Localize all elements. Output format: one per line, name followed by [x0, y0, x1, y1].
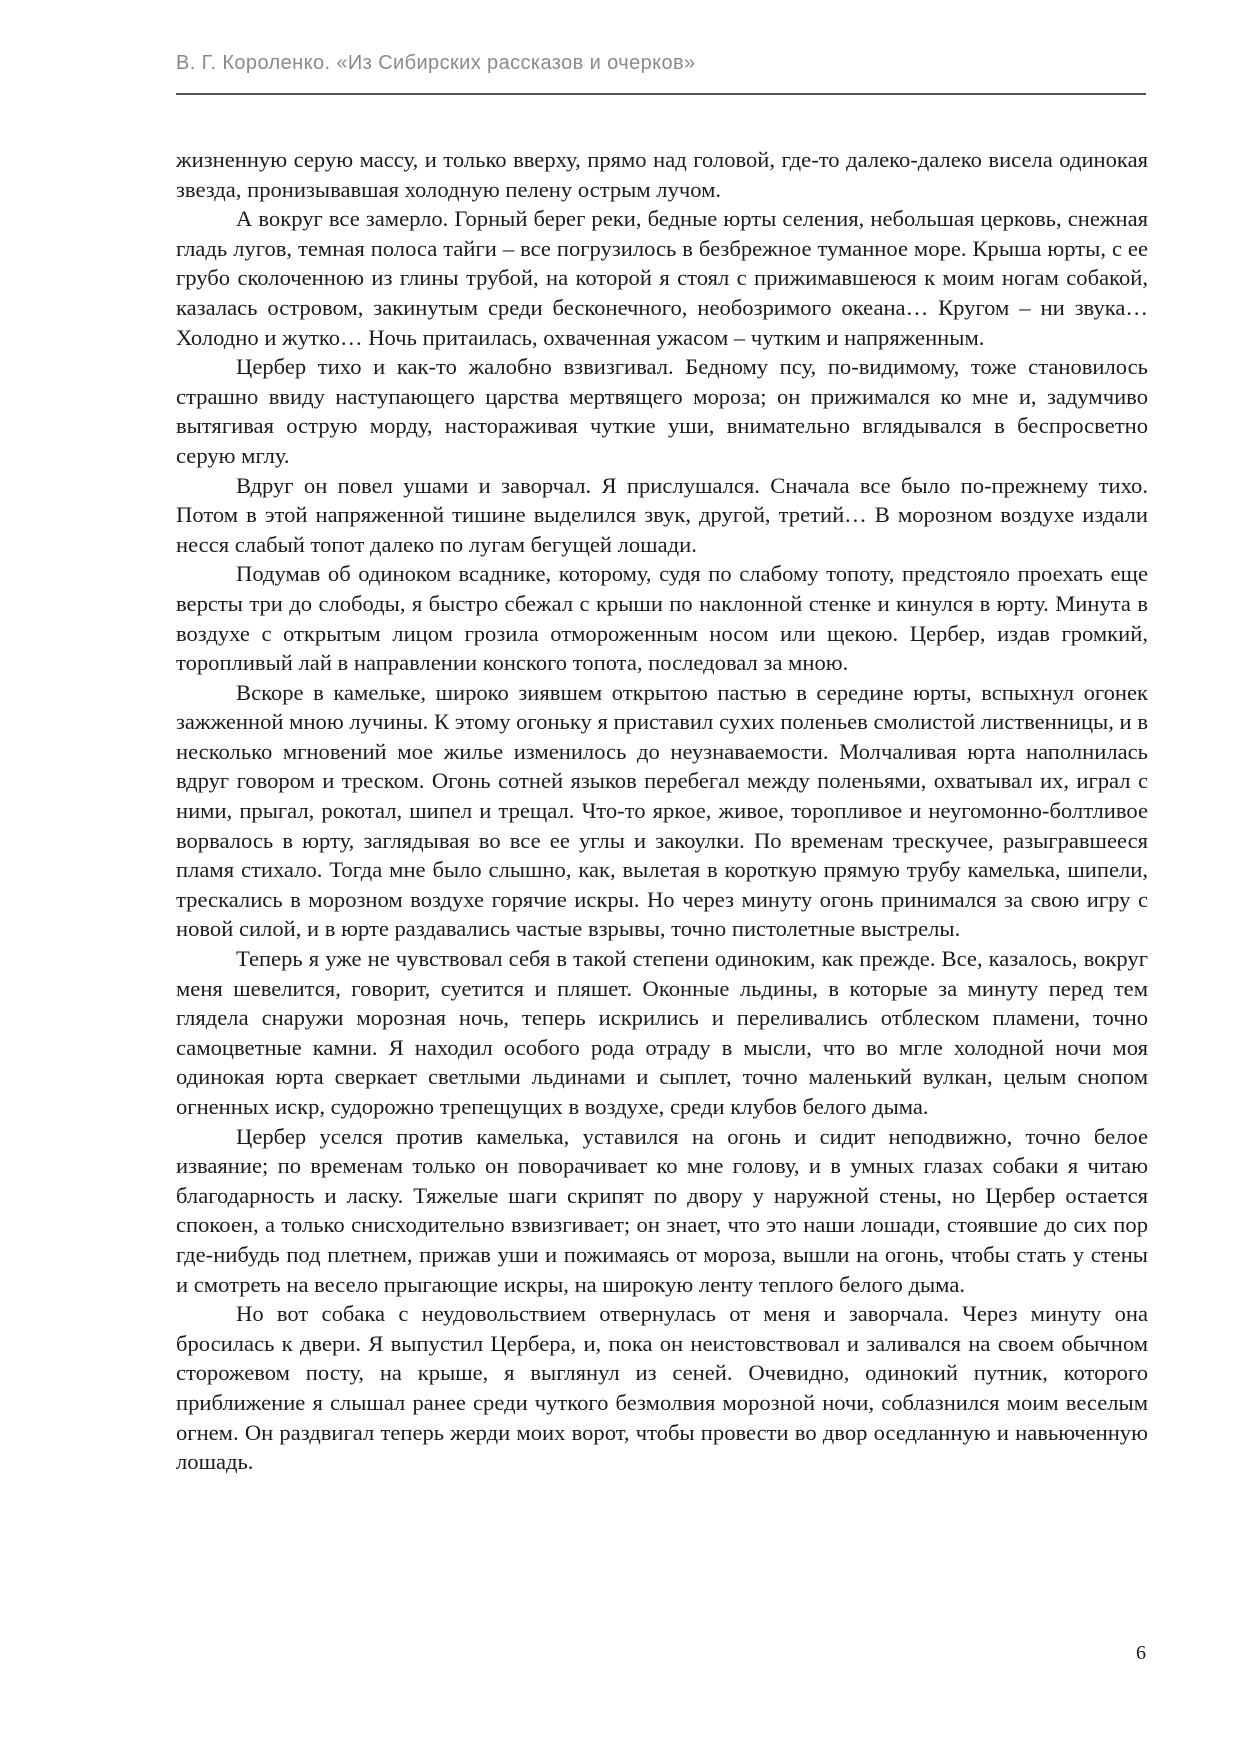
paragraph-4: Вдруг он повел ушами и заворчал. Я прислушался. Сначала все было по-прежнему тихо. Потом в этой напряженной тишине выделился звук, другой, третий… В морозном воздухе издали несся слабый топот далеко по лугам бегущей лошади. — [176, 472, 1148, 557]
header-rule — [176, 93, 1146, 95]
paragraph-5: Подумав об одиноком всаднике, которому, судя по слабому топоту, предстояло проехать еще версты три до слободы, я быстро сбежал с крыши по наклонной стенке и кинулся в юрту. Минута в воздухе с открытым лицом грозила отмороженным носом или щекою. Цербер, издав громкий, торопливый лай в направлении конского топота, последовал за мною. — [176, 561, 1148, 676]
paragraph-8: Цербер уселся против камелька, уставился на огонь и сидит неподвижно, точно белое изваяние; по временам только он поворачивает ко мне голову, и в умных глазах собаки я читаю благодарность и ласку. Тяжелые шаги скрипят по двору у наружной стены, но Цербер остается спокоен, а только снисходительно взвизгивает; он знает, что это наши лошади, стоявшие до сих пор где-нибудь под плетнем, прижав уши и пожимаясь от мороза, вышли на огонь, чтобы стать у стены и смотреть на весело прыгающие искры, на широкую ленту теплого белого дыма. — [176, 1123, 1148, 1297]
main-text — [176, 145, 1148, 1477]
page-number: 6 — [1136, 1642, 1146, 1664]
running-header-title: В. Г. Короленко. «Из Сибирских рассказов и очерков» — [176, 52, 696, 74]
paragraph-1: жизненную серую массу, и только вверху, прямо над головой, где-то далеко-далеко висела одинокая звезда, пронизывавшая холодную пелену острым лучом. — [176, 147, 1148, 202]
paragraph-3: Цербер тихо и как-то жалобно взвизгивал. Бедному псу, по-видимому, тоже становилось страшно ввиду наступающего царства мертвящего мороза; он прижимался ко мне и, задумчиво вытягивая острую морду, настораживая чуткие уши, внимательно вглядывался в беспросветно серую мглу. — [176, 354, 1148, 468]
paragraph-6: Вскоре в камельке, широко зиявшем открытою пастью в середине юрты, вспыхнул огонек зажженной мною лучины. К этому огоньку я приставил сухих поленьев смолистой лиственницы, и в несколько мгновений мое жилье изменилось до неузнаваемости. Молчаливая юрта наполнилась вдруг говором и треском. Огонь сотней языков перебегал между поленьями, охватывал их, играл с ними, прыгал, рокотал, шипел и трещал. Что-то яркое, живое, торопливое и неугомонно-болтливое ворвалось в юрту, заглядывая во все ее углы и закоулки. По временам трескучее, разыгравшееся пламя стихало. Тогда мне было слышно, как, вылетая в короткую прямую трубу камелька, шипели, трескались в морозном воздухе горячие искры. Но через минуту огонь принимался за свою игру с новой силой, и в юрте раздавались частые взрывы, точно пистолетные выстрелы. — [176, 679, 1148, 942]
paragraph-7: Теперь я уже не чувствовал себя в такой степени одиноким, как прежде. Все, казалось, вокруг меня шевелится, говорит, суетится и пляшет. Оконные льдины, в которые за минуту перед тем глядела снаружи морозная ночь, теперь искрились и переливались отблеском пламени, точно самоцветные камни. Я находил особого рода отраду в мысли, что во мгле холодной ночи моя одинокая юрта сверкает светлыми льдинами и сыплет, точно маленький вулкан, целым снопом огненных искр, судорожно трепещущих в воздухе, среди клубов белого дыма. — [176, 946, 1148, 1119]
paragraph-2: А вокруг все замерло. Горный берег реки, бедные юрты селения, небольшая церковь, снежная гладь лугов, темная полоса тайги – все погрузилось в безбрежное туманное море. Крыша юрты, с ее грубо сколоченною из глины трубой, на которой я стоял с прижимавшеюся к моим ногам собакой, казалась островом, закинутым среди бесконечного, необозримого океана… Кругом – ни звука… Холодно и жутко… Ночь притаилась, охваченная ужасом – чутким и напряженным. — [176, 206, 1148, 350]
paragraph-9: Но вот собака с неудовольствием отвернулась от меня и заворчала. Через минуту она бросилась к двери. Я выпустил Цербера, и, пока он неистовствовал и заливался на своем обычном сторожевом посту, на крыше, я выглянул из сеней. Очевидно, одинокий путник, которого приближение я слышал ранее среди чуткого безмолвия морозной ночи, соблазнился моим веселым огнем. Он раздвигал теперь жерди моих ворот, чтобы провести во двор оседланную и навьюченную лошадь. — [176, 1301, 1148, 1475]
